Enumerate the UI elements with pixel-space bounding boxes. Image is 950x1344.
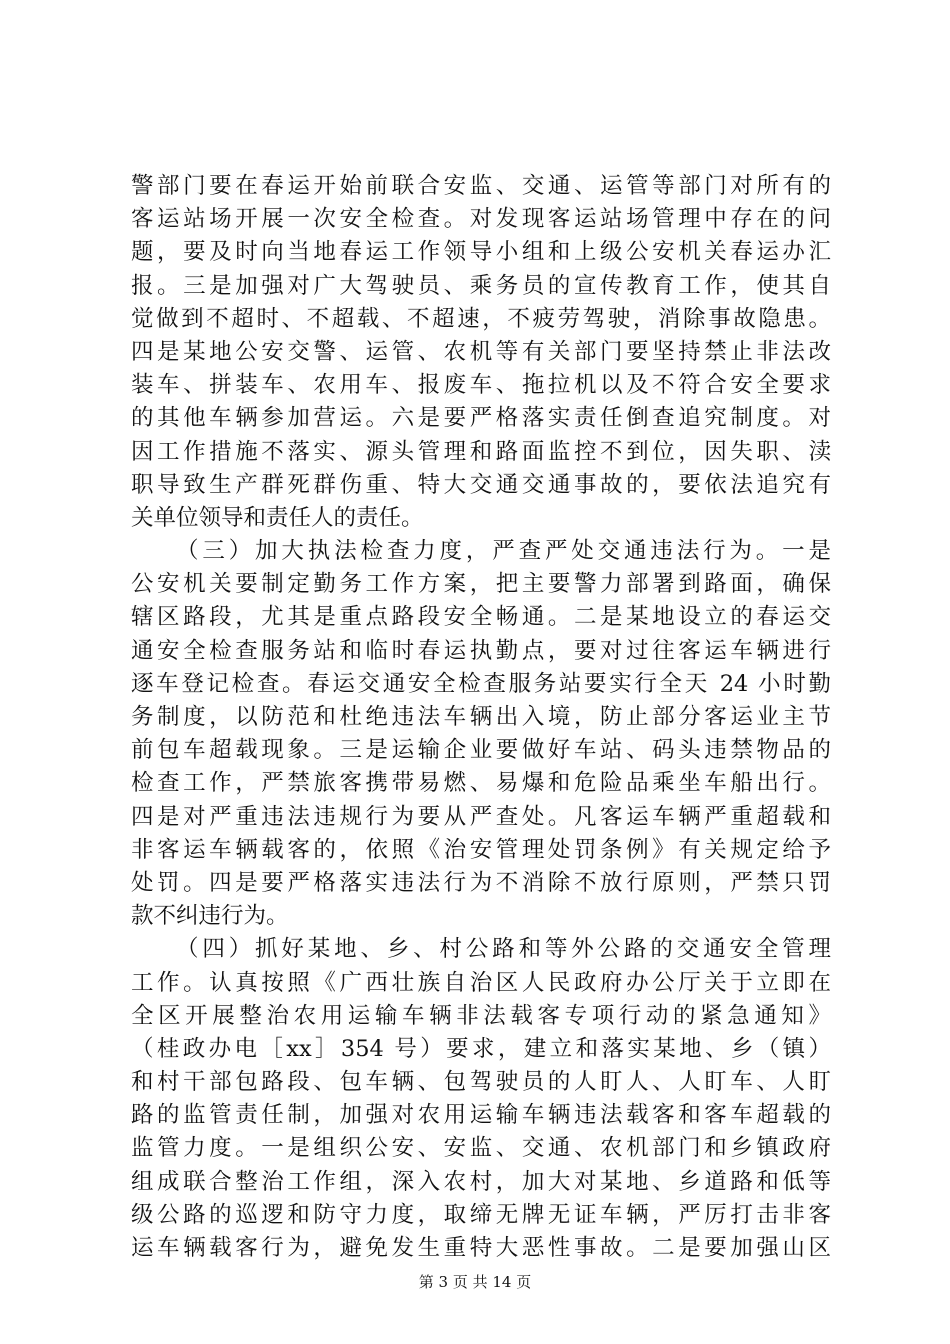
text-line: 的其他车辆参加营运。六是要严格落实责任倒查追究制度。对	[131, 405, 831, 432]
text-line: 检查工作，严禁旅客携带易燃、易爆和危险品乘坐车船出行。	[131, 770, 831, 797]
text-line: 组成联合整治工作组，深入农村，加大对某地、乡道路和低等	[131, 1168, 831, 1195]
text-line: 通安全检查服务站和临时春运执勤点，要对过往客运车辆进行	[131, 637, 831, 664]
text-line: 公安机关要制定勤务工作方案，把主要警力部署到路面，确保	[131, 571, 831, 598]
text-line: 款不纠违行为。	[131, 903, 289, 930]
text-line: 关单位领导和责任人的责任。	[131, 504, 424, 531]
paragraph-heading-3: （三）加大执法检查力度，严查严处交通违法行为。一是	[176, 538, 831, 565]
text-line: 报。三是加强对广大驾驶员、乘务员的宣传教育工作，使其自	[131, 272, 831, 299]
text-line: 辖区路段，尤其是重点路段安全畅通。二是某地设立的春运交	[131, 604, 831, 631]
text-line: 务制度，以防范和杜绝违法车辆出入境，防止部分客运业主节	[131, 704, 831, 730]
text-line: 和村干部包路段、包车辆、包驾驶员的人盯人、人盯车、人盯	[131, 1069, 831, 1096]
text-line: 运车辆载客行为，避免发生重特大恶性事故。二是要加强山区	[131, 1235, 831, 1261]
text-line: 因工作措施不落实、源头管理和路面监控不到位，因失职、渎	[131, 438, 831, 465]
body-text	[131, 170, 831, 1265]
text-line: 警部门要在春运开始前联合安监、交通、运管等部门对所有的	[131, 173, 831, 199]
text-line: 题，要及时向当地春运工作领导小组和上级公安机关春运办汇	[131, 239, 831, 266]
text-line: 级公路的巡逻和防守力度，取缔无牌无证车辆，严厉打击非客	[131, 1201, 831, 1228]
text-line: 前包车超载现象。三是运输企业要做好车站、码头违禁物品的	[131, 737, 831, 764]
text-line: 装车、拼装车、农用车、报废车、拖拉机以及不符合安全要求	[131, 372, 831, 399]
text-line: （桂政办电［xx］354 号）要求，建立和落实某地、乡（镇）	[131, 1035, 831, 1062]
paragraph-heading-4: （四）抓好某地、乡、村公路和等外公路的交通安全管理	[176, 936, 831, 963]
text-line: 四是某地公安交警、运管、农机等有关部门要坚持禁止非法改	[131, 338, 831, 365]
text-line: 觉做到不超时、不超载、不超速，不疲劳驾驶，消除事故隐患。	[131, 305, 831, 332]
text-line: 逐车登记检查。春运交通安全检查服务站要实行全天 24 小时勤	[131, 670, 831, 697]
text-line: 路的监管责任制，加强对农用运输车辆违法载客和客车超载的	[131, 1102, 831, 1129]
text-line: 处罚。四是要严格落实违法行为不消除不放行原则，严禁只罚	[131, 869, 831, 896]
page-number-footer: 第 3 页 共 14 页	[418, 1273, 532, 1291]
text-line: 四是对严重违法违规行为要从严查处。凡客运车辆严重超载和	[131, 803, 831, 830]
text-line: 监管力度。一是组织公安、安监、交通、农机部门和乡镇政府	[131, 1135, 831, 1162]
text-line: 客运站场开展一次安全检查。对发现客运站场管理中存在的问	[131, 206, 831, 233]
text-line: 非客运车辆载客的，依照《治安管理处罚条例》有关规定给予	[131, 836, 831, 863]
text-line: 全区开展整治农用运输车辆非法载客专项行动的紧急通知》	[131, 1002, 831, 1029]
text-line: 工作。认真按照《广西壮族自治区人民政府办公厅关于立即在	[131, 969, 831, 996]
text-line: 职导致生产群死群伤重、特大交通交通事故的，要依法追究有	[131, 471, 831, 498]
